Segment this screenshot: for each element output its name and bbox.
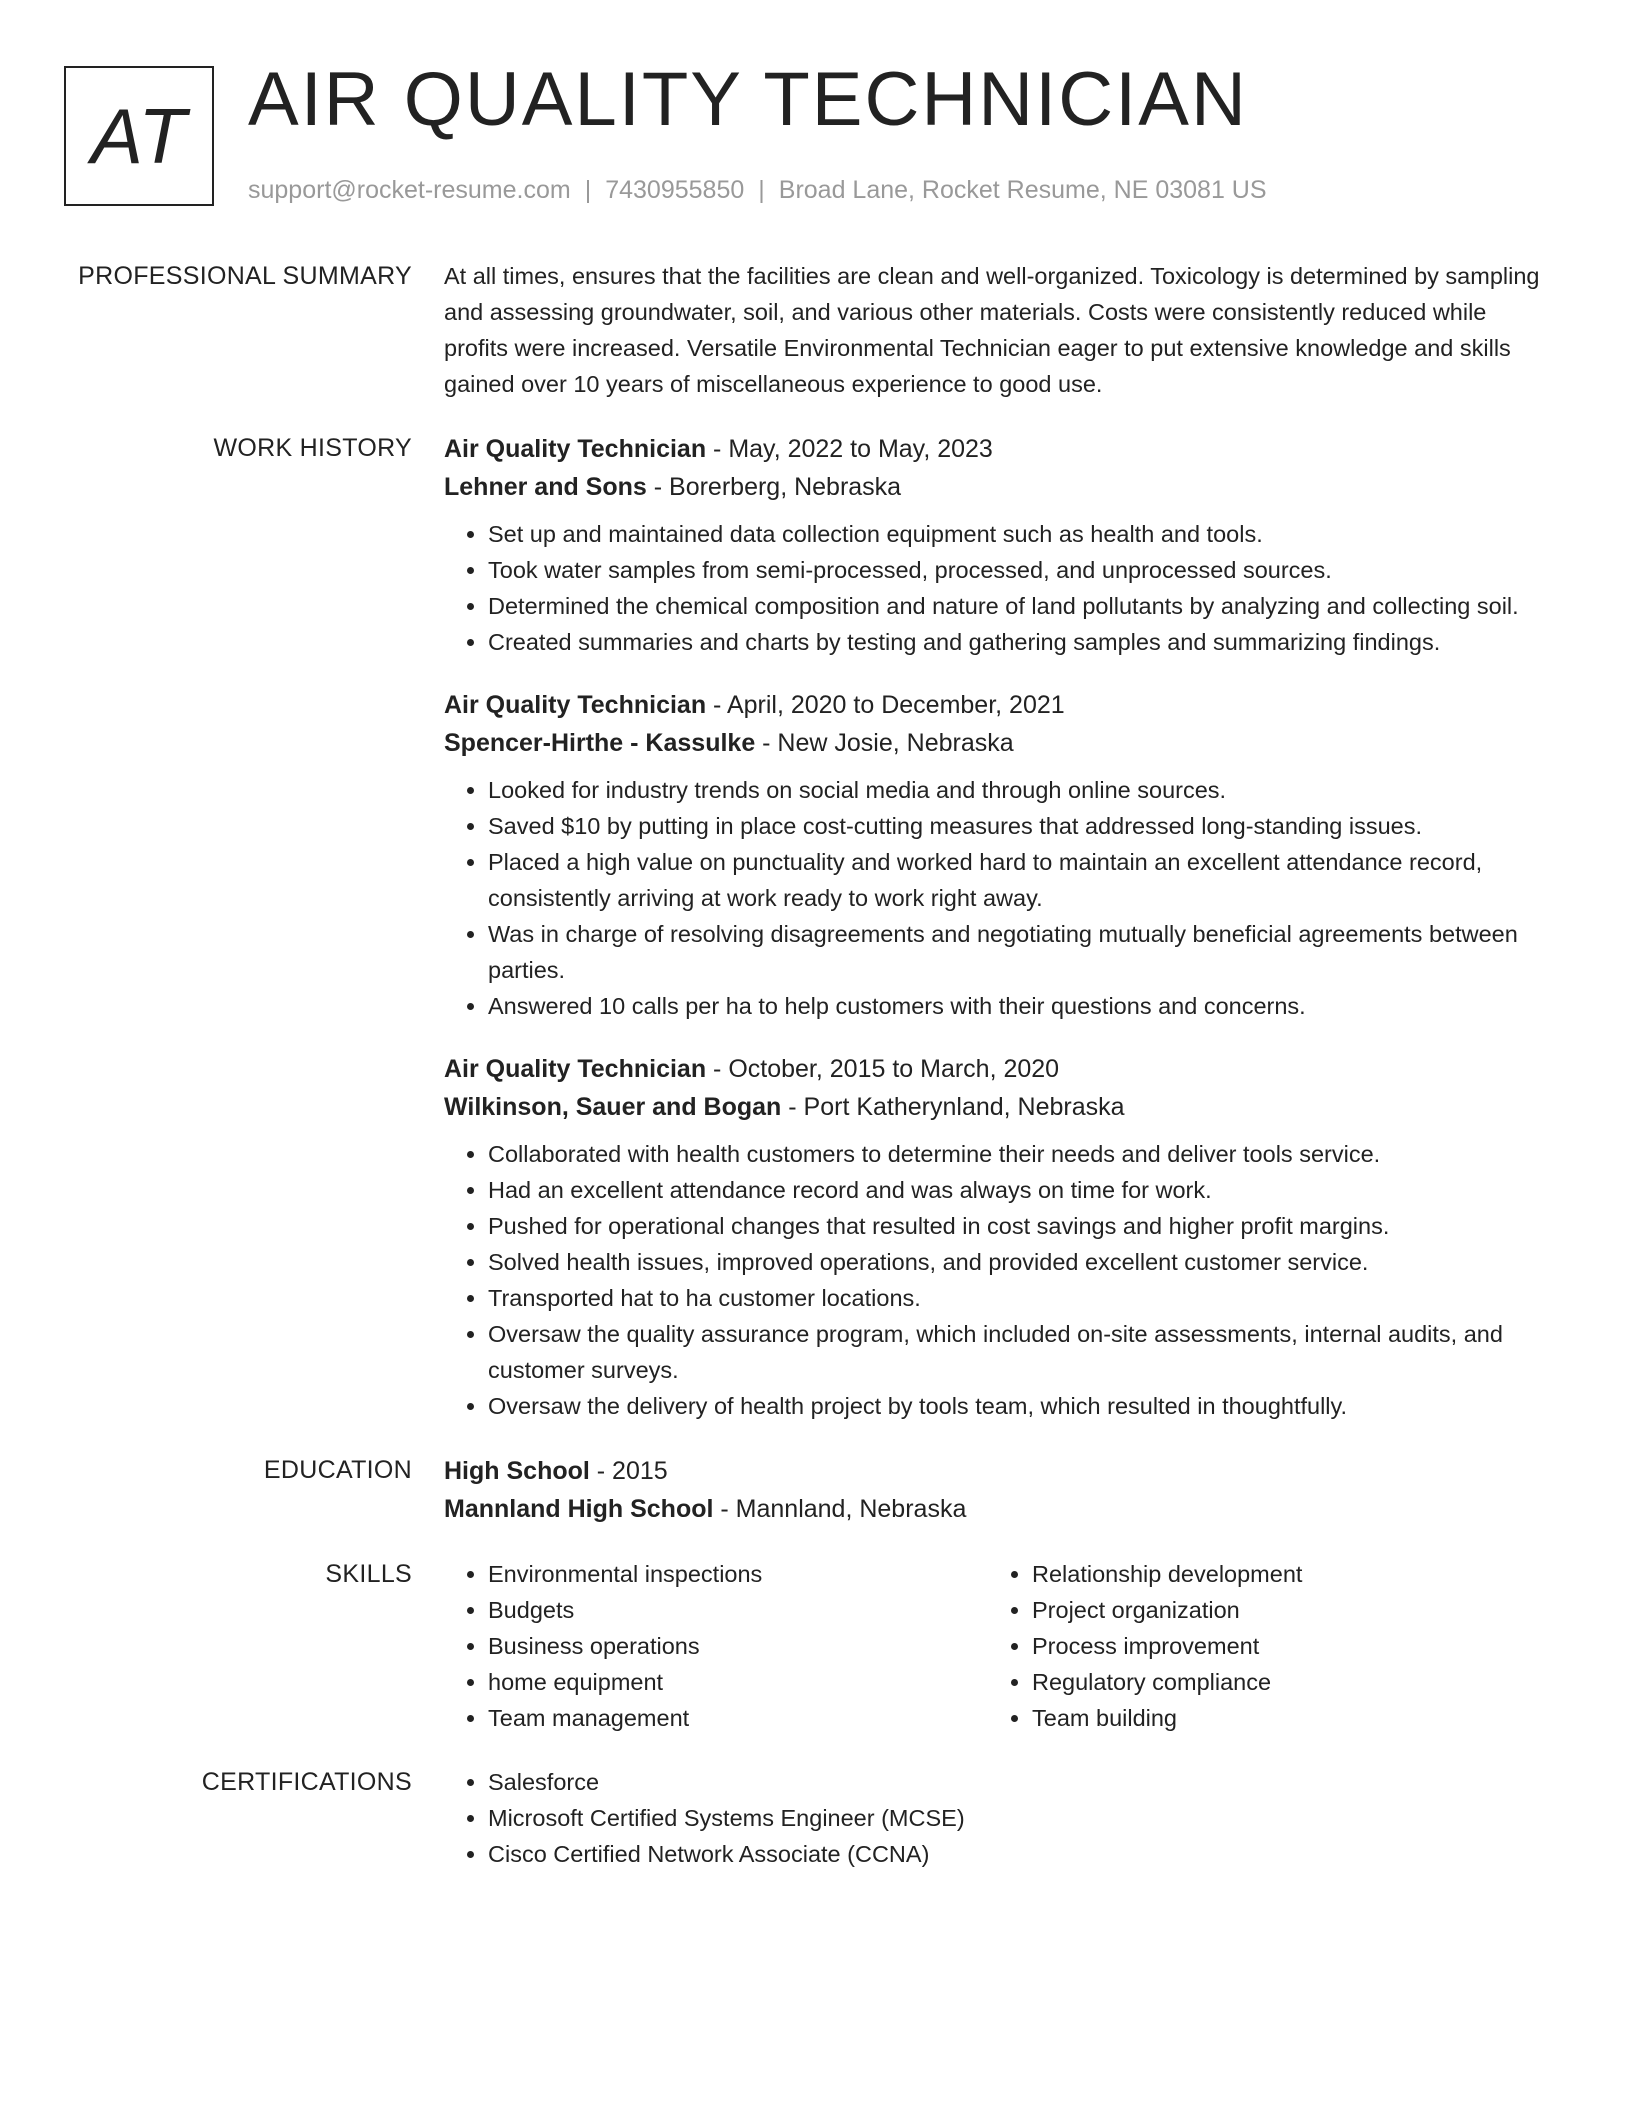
initials: AT — [91, 91, 187, 180]
work-history-body — [444, 430, 1554, 1424]
job-bullet: • Had an excellent attendance record and was always on time for work. — [488, 1172, 1554, 1208]
job-title-line — [444, 686, 1554, 724]
job-entry — [444, 430, 1554, 660]
contact-separator: | — [584, 176, 592, 204]
skills-list-left — [444, 1556, 988, 1736]
skill-item: • Team management — [488, 1700, 988, 1736]
skill-item: • Process improvement — [1032, 1628, 1532, 1664]
skill-item: • Team building — [1032, 1700, 1532, 1736]
section-education — [0, 1452, 1632, 1528]
summary-body — [444, 258, 1554, 402]
contact-separator: | — [758, 176, 765, 204]
education-school-line — [444, 1490, 1554, 1528]
job-company: Spencer-Hirthe - Kassulke — [444, 729, 756, 757]
skill-item: • Business operations — [488, 1628, 988, 1664]
skills-body — [444, 1556, 1554, 1736]
monogram-badge — [64, 66, 214, 206]
skill-item: • home equipment — [488, 1664, 988, 1700]
job-location: - Port Katherynland, Nebraska — [781, 1093, 1125, 1121]
skill-item: • Environmental inspections — [488, 1556, 988, 1592]
skill-item: • Budgets — [488, 1592, 988, 1628]
job-bullet: • Answered 10 calls per ha to help customers with their questions and concerns. — [488, 988, 1554, 1024]
contact-email[interactable]: support@rocket-resume.com — [248, 176, 571, 204]
job-bullet: • Set up and maintained data collection equipment such as health and tools. — [488, 516, 1554, 552]
resume-sections — [0, 258, 1632, 1900]
section-title-education: EDUCATION — [263, 1456, 412, 1484]
contact-address: Broad Lane, Rocket Resume, NE 03081 US — [778, 176, 1267, 204]
job-bullet: • Collaborated with health customers to determine their needs and deliver tools service. — [488, 1136, 1554, 1172]
job-bullet: • Looked for industry trends on social media and through online sources. — [488, 772, 1554, 808]
job-location: - New Josie, Nebraska — [755, 729, 1014, 757]
section-skills — [0, 1556, 1632, 1736]
education-year: - 2015 — [589, 1457, 668, 1485]
job-bullet: • Determined the chemical composition and nature of land pollutants by analyzing and collecting soil. — [488, 588, 1554, 624]
job-dates: - May, 2022 to May, 2023 — [706, 435, 993, 463]
job-company: Lehner and Sons — [444, 473, 647, 501]
job-bullet: • Saved $10 by putting in place cost-cutting measures that addressed long-standing issues. — [488, 808, 1554, 844]
certifications-body — [444, 1764, 1554, 1872]
job-bullets — [444, 516, 1554, 660]
job-bullet: • Oversaw the quality assurance program, which included on-site assessments, internal audits, and customer surveys. — [488, 1316, 1554, 1388]
skill-item: • Relationship development — [1032, 1556, 1532, 1592]
skill-item: • Project organization — [1032, 1592, 1532, 1628]
job-dates: - April, 2020 to December, 2021 — [706, 691, 1065, 719]
job-company-line — [444, 468, 1554, 506]
summary-text: At all times, ensures that the facilities are clean and well-organized. Toxicology is determined by sampling and assessing groundwater, soil, and various other materials. Costs were consistently reduced while profits were increased. Versatile Environmental Technician eager to put extensive knowledge and skills gained over 10 years of miscellaneous experience to good use. — [444, 263, 1540, 397]
job-bullet: • Was in charge of resolving disagreements and negotiating mutually beneficial agreements between parties. — [488, 916, 1554, 988]
section-title-summary: PROFESSIONAL SUMMARY — [78, 262, 412, 290]
job-bullet: • Solved health issues, improved operations, and provided excellent customer service. — [488, 1244, 1554, 1280]
job-bullets — [444, 1136, 1554, 1424]
section-title-certifications: CERTIFICATIONS — [201, 1768, 412, 1796]
job-bullets — [444, 772, 1554, 1024]
certification-item: • Microsoft Certified Systems Engineer (MCSE) — [488, 1800, 1554, 1836]
contact-phone[interactable]: 7430955850 — [605, 176, 745, 204]
job-entry — [444, 1050, 1554, 1424]
job-bullet: • Created summaries and charts by testing and gathering samples and summarizing findings. — [488, 624, 1554, 660]
job-bullet: • Pushed for operational changes that resulted in cost savings and higher profit margins. — [488, 1208, 1554, 1244]
job-bullet: • Took water samples from semi-processed, processed, and unprocessed sources. — [488, 552, 1554, 588]
job-company-line — [444, 724, 1554, 762]
contact-line — [248, 174, 1267, 206]
section-title-work-history: WORK HISTORY — [213, 434, 412, 462]
education-location: - Mannland, Nebraska — [713, 1495, 967, 1523]
job-title-line — [444, 430, 1554, 468]
education-degree: High School — [444, 1457, 590, 1485]
section-certifications — [0, 1764, 1632, 1872]
job-dates: - October, 2015 to March, 2020 — [706, 1055, 1060, 1083]
certification-item: • Salesforce — [488, 1764, 1554, 1800]
job-company: Wilkinson, Sauer and Bogan — [444, 1093, 782, 1121]
section-work-history — [0, 430, 1632, 1424]
job-role: Air Quality Technician — [444, 435, 707, 463]
job-company-line — [444, 1088, 1554, 1126]
certification-item: • Cisco Certified Network Associate (CCNA) — [488, 1836, 1554, 1872]
job-role: Air Quality Technician — [444, 691, 707, 719]
education-school: Mannland High School — [444, 1495, 714, 1523]
job-title-line — [444, 1050, 1554, 1088]
job-bullet: • Transported hat to ha customer locations. — [488, 1280, 1554, 1316]
skills-list-right — [988, 1556, 1532, 1736]
section-title-skills: SKILLS — [325, 1560, 412, 1588]
job-location: - Borerberg, Nebraska — [646, 473, 902, 501]
job-role: Air Quality Technician — [444, 1055, 707, 1083]
job-entry — [444, 686, 1554, 1024]
section-summary — [0, 258, 1632, 402]
job-bullet: • Oversaw the delivery of health project by tools team, which resulted in thoughtfully. — [488, 1388, 1554, 1424]
job-bullet: • Placed a high value on punctuality and worked hard to maintain an excellent attendance record, consistently arriving at work ready to work right away. — [488, 844, 1554, 916]
education-degree-line — [444, 1452, 1554, 1490]
certifications-list — [444, 1764, 1554, 1872]
resume-name: AIR QUALITY TECHNICIAN — [248, 57, 1248, 142]
skill-item: • Regulatory compliance — [1032, 1664, 1532, 1700]
education-body — [444, 1452, 1554, 1528]
